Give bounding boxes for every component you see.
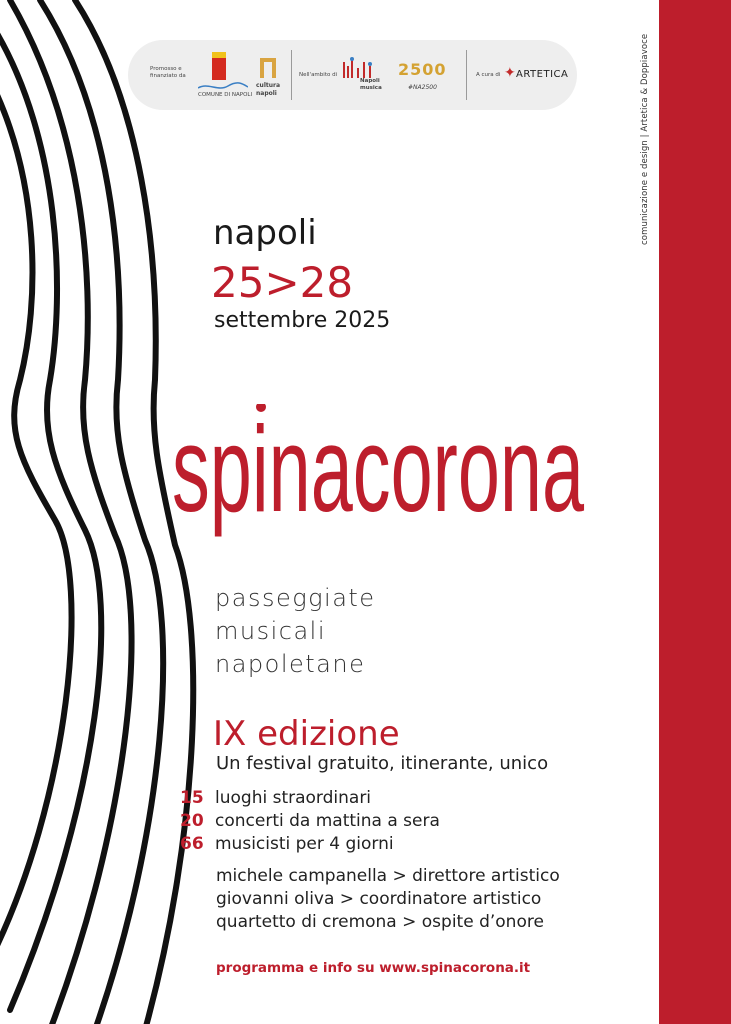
cultura-logo-icon (260, 58, 276, 78)
subtitle-line-2: musicali (215, 617, 326, 645)
subtitle-line-1: passeggiate (215, 584, 376, 612)
stat-row (180, 811, 440, 831)
date-range: 25>28 (211, 258, 354, 307)
stat-number: 20 (180, 811, 204, 831)
promoted-by-label: Promosso e finanziato da (150, 66, 186, 80)
red-side-bar (659, 0, 731, 1024)
stat-label: concerti da mattina a sera (215, 811, 440, 831)
stat-row (180, 788, 371, 808)
stat-row (180, 834, 394, 854)
stat-label: luoghi straordinari (215, 788, 372, 808)
anniversary-logo: 2500 (398, 60, 447, 79)
curated-by-label: A cura di (476, 72, 501, 78)
anniversary-hashtag: #NA2500 (408, 84, 437, 91)
stat-number: 66 (180, 834, 204, 854)
in-context-label: Nell'ambito di (299, 72, 338, 78)
napoli-musica-label: Napoli musica (360, 78, 382, 92)
artetica-label: ARTETICA (516, 69, 569, 80)
festival-title (172, 404, 592, 554)
credit-line: quartetto di cremona > ospite d’onore (216, 912, 544, 932)
program-info-link[interactable]: programma e info su www.spinacorona.it (216, 960, 531, 976)
wave-lines-graphic (0, 0, 200, 1024)
festival-title-text: spinacorona (172, 404, 585, 538)
credit-line: michele campanella > direttore artistico (216, 866, 560, 886)
artetica-star-icon: ✦ (504, 65, 516, 81)
napoli-musica-icon (342, 56, 382, 80)
stat-label: musicisti per 4 giorni (215, 834, 394, 854)
month-year: settembre 2025 (214, 308, 391, 333)
divider (466, 50, 467, 100)
comune-wave-icon (198, 82, 248, 90)
comune-crest-icon (212, 52, 226, 80)
city-label: napoli (213, 213, 317, 253)
cultura-label: cultura napoli (256, 82, 281, 98)
credit-line: giovanni oliva > coordinatore artistico (216, 889, 542, 909)
edition-heading: IX edizione (213, 714, 400, 754)
comune-label: COMUNE DI NAPOLI (198, 92, 253, 98)
tagline: Un festival gratuito, itinerante, unico (216, 753, 549, 774)
sponsor-logo-bar (128, 40, 577, 110)
divider (291, 50, 292, 100)
stat-number: 15 (180, 788, 204, 808)
subtitle-line-3: napoletane (215, 650, 366, 678)
design-credit: comunicazione e design | Artetica & Doppiavoce (640, 33, 650, 245)
